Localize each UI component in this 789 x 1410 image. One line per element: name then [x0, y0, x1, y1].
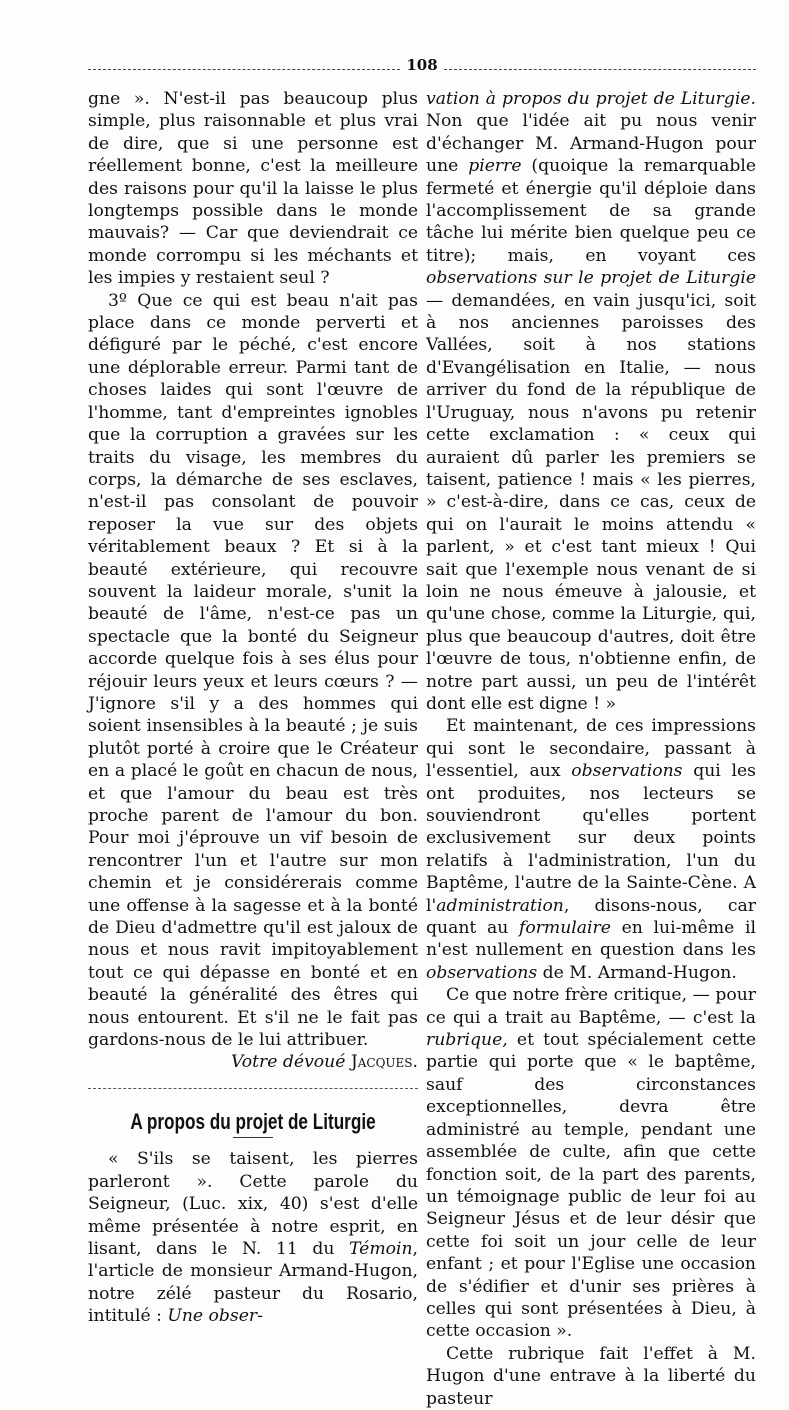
- left-p3-journal-title: Témoin: [349, 1238, 413, 1259]
- right-p2-text-i: de M. Armand-Hugon.: [537, 962, 737, 983]
- title-dash: [233, 1137, 273, 1138]
- right-p1-article-title: vation à propos du projet de Liturgie.: [426, 89, 756, 109]
- header-rule-right: [444, 69, 756, 70]
- right-p1-text-b: Non que l'idée ait pu nous venir d'échanger M. Armand-Hugon pour une: [426, 111, 756, 177]
- section-title: A propos du projet de Liturgie: [130, 1108, 376, 1134]
- right-column: [426, 88, 756, 1410]
- right-p2-observations-2: observations: [426, 962, 538, 983]
- right-p2-observations: observations: [571, 761, 683, 782]
- right-p3-text-c: et tout spécialement cette partie qui porte que « le baptême, sauf des circonstances exceptionnelles, devra être administré au temple, pendant une assemblée de culte, afin que cette fonction soit, de la part des parents, un témoignage public de leur foi au Seigneur Jésus et de leur désir que cette foi soit un jour celle de leur enfant ; et pour l'Eglise une occasion de s'édifier et d'unir ses prières à celles qui sont présentées à Dieu, à cette occasion ».: [426, 1030, 756, 1342]
- left-paragraph-2: 3º Que ce qui est beau n'ait pas place dans ce monde perverti et défiguré par le péché, c'est encore une déplorable erreur. Parmi tant de choses laides qui sont l'œuvre de l'homme, tant d'empreintes ignobles que la corruption a gravées sur les traits du visage, les membres du corps, la démarche de ses esclaves, n'est-il pas consolant de pouvoir reposer la vue sur des objets véritablement beaux ? Et si à la beauté extérieure, qui recouvre souvent la laideur morale, s'unit la beauté de l'âme, n'est-ce pas un spectacle que la bonté du Seigneur accorde quelque fois à ses élus pour réjouir leurs yeux et leurs cœurs ? — J'ignore s'il y a des hommes qui soient insensibles à la beauté ; je suis plutôt porté à croire que le Créateur en a placé le goût en chacun de nous, et que l'amour du beau est très proche parent de l'amour du bon. Pour moi j'éprouve un vif besoin de rencontrer l'un et l'autre sur mon chemin et je considérerais comme une offense à la sagesse et à la bonté de Dieu d'admettre qu'il est jaloux de nous et nous ravit impitoyablement tout ce qui dépasse en bonté et en beauté la généralité des êtres qui nous entourent. Et s'il ne le fait pas gardons-nous de le lui attribuer.: [88, 290, 418, 1051]
- right-p2-text-a: Et maintenant, de ces impressions qui sont le secondaire, passant à l'essentiel, aux: [426, 716, 756, 782]
- right-p2-text-e: , disons-nous, car quant au: [426, 895, 756, 939]
- right-p1-observations: observations sur le projet de Liturgie: [426, 268, 756, 289]
- signature: [88, 1051, 418, 1073]
- right-paragraph-3: [426, 984, 756, 1343]
- right-paragraph-1: [426, 88, 756, 715]
- right-p2-administration: administration: [436, 895, 564, 916]
- right-p2-text-c: qui les ont produites, nos lecteurs se souviendront qu'elles portent exclusivement sur deux points relatifs à l'administration, l'un du Baptême, l'autre de la Sainte-Cène. A l': [426, 761, 756, 916]
- right-paragraph-2: [426, 715, 756, 984]
- right-p1-pierre: pierre: [468, 156, 522, 177]
- signature-name: Jacques.: [350, 1052, 418, 1073]
- page-header: [88, 56, 756, 78]
- page-number: 108: [406, 56, 438, 74]
- left-paragraph-3: [88, 1148, 418, 1327]
- right-p1-text-f: — demandées, en vain jusqu'ici, soit à nos anciennes paroisses des Vallées, soit à nos stations d'Evangélisation en Italie, — nous arriver du fond de la république de l'Uruguay, nous n'avons pu retenir cette exclamation : « ceux qui auraient dû parler les premiers se taisent, patience ! mais « les pierres, » c'est-à-dire, dans ce cas, ceux de qui on l'aurait le moins attendu « parlent, » et c'est tant mieux ! Qui sait que l'exemple nous venant de si loin ne nous émeuve à jalousie, et qu'une chose, comme la Liturgie, qui, plus que beaucoup d'autres, doit être l'œuvre de tous, n'obtienne enfin, de notre part aussi, un peu de l'intérêt dont elle est digne ! »: [426, 290, 756, 714]
- left-p3-article-title: Une obser-: [167, 1306, 263, 1327]
- right-p1-text-d: (quoique la remarquable fermeté et énergie qu'il déploie dans l'accomplissement de sa grande tâche lui mérite bien quelque peu ce titre); mais, en voyant ces: [426, 156, 757, 266]
- left-column: [88, 88, 418, 1328]
- right-paragraph-4: Cette rubrique fait l'effet à M. Hugon d'une entrave à la liberté du pasteur: [426, 1343, 756, 1409]
- left-paragraph-1: gne ». N'est-il pas beaucoup plus simple, plus raisonnable et plus vrai de dire, que si une personne est réellement bonne, c'est la meilleure des raisons pour qu'il la laisse le plus longtemps possible dans le monde mauvais? — Car que deviendrait ce monde corrompu si les méchants et les impies y restaient seul ?: [88, 89, 418, 289]
- header-rule-left: [88, 69, 400, 70]
- right-p3-rubrique: rubrique,: [426, 1030, 508, 1051]
- signature-prefix: Votre dévoué: [230, 1052, 346, 1073]
- left-p3-text-c: , l'article de monsieur Armand-Hugon, notre zélé pasteur du Rosario, intitulé :: [88, 1238, 418, 1327]
- right-p2-text-g: en lui-même il n'est nullement en question dans les: [426, 918, 756, 961]
- right-p3-text-a: Ce que notre frère critique, — pour ce qui a trait au Baptême, — c'est la: [426, 985, 756, 1028]
- right-p2-formulaire: formulaire: [518, 918, 611, 939]
- left-p3-text-a: « S'ils se taisent, les pierres parleront ». Cette parole du Seigneur, (Luc. xix, 40) s'est d'elle même présentée à notre esprit, en lisant, dans le N. 11 du: [88, 1149, 418, 1259]
- section-divider: [88, 1088, 418, 1089]
